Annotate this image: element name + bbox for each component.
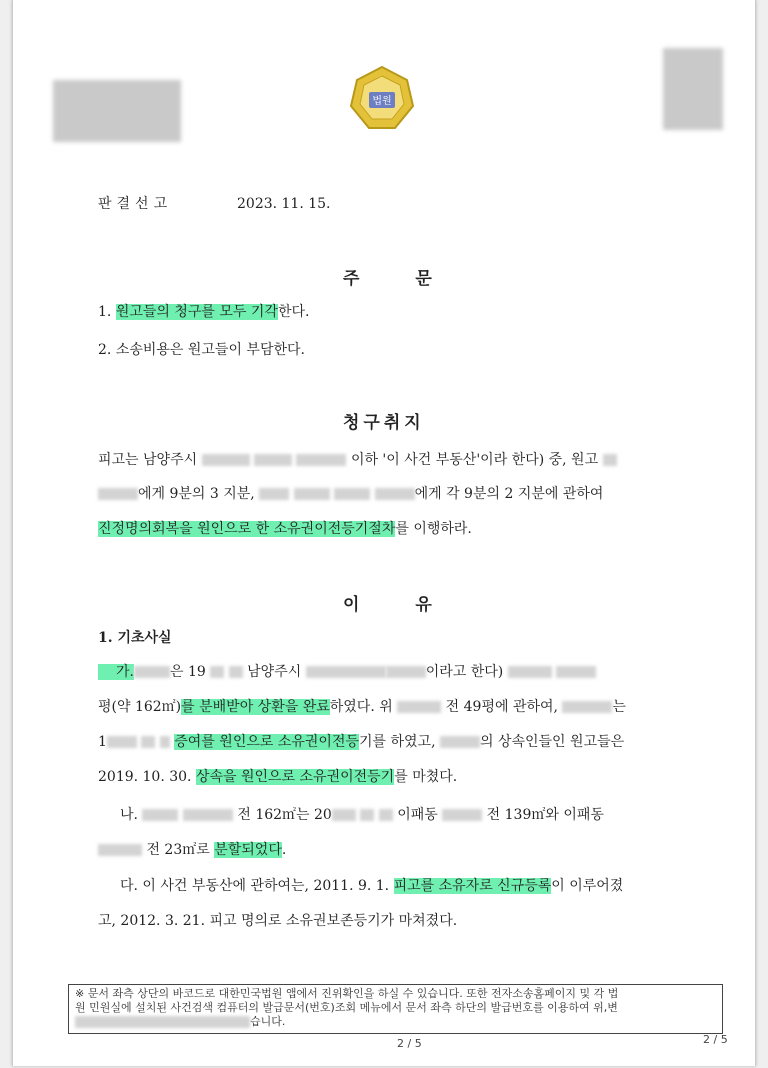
footer-line-2: 원 민원실에 설치된 사건검색 컴퓨터의 발급문서(번호)조회 메뉴에서 문서 좌측 하단의 발급번호를 이용하여 위,변	[75, 1001, 618, 1014]
ga-line-4: 2019. 10. 30. 상속을 원인으로 소유권이전등기를 마쳤다.	[98, 769, 458, 785]
verdict-label: 판결선고	[98, 196, 173, 212]
reason-title: 이 유	[343, 595, 434, 615]
page-number-center: 2 / 5	[397, 1037, 422, 1050]
ga-line-2: 평(약 162㎡)를 분배받아 상환을 완료하였다. 위 전 49평에 관하여, 는	[98, 699, 626, 715]
na-line-1: 나. 전 162㎡는 20 이패동 전 139㎡와 이패동	[120, 807, 604, 823]
claim-line-1: 피고는 남양주시 이하 '이 사건 부동산'이라 한다) 중, 원고	[98, 450, 617, 470]
claim-line-3: 진정명의회복을 원인으로 한 소유권이전등기절차를 이행하라.	[98, 521, 472, 537]
seal-text: 법원	[372, 96, 392, 107]
footer-line-3: 습니다.	[75, 1015, 716, 1029]
ga-line-3: 1 증여를 원인으로 소유권이전등기를 하였고, 의 상속인들인 원고들은	[98, 734, 625, 750]
document-page	[12, 0, 756, 1066]
order-item-1: 1. 원고들의 청구를 모두 기각한다.	[98, 304, 310, 320]
ga-line-1: 가. 은 19 남양주시 이라고 한다)	[98, 662, 596, 682]
na-line-2: 전 23㎡로 분할되었다.	[98, 840, 286, 860]
page-number-right: 2 / 5	[703, 1033, 728, 1046]
da-line-2: 고, 2012. 3. 21. 피고 명의로 소유권보존등기가 마쳐졌다.	[98, 913, 458, 929]
verdict-date: 2023. 11. 15.	[237, 196, 331, 212]
footer-notice	[68, 984, 723, 1034]
order-title: 주 문	[343, 269, 434, 289]
redacted-barcode	[53, 80, 181, 142]
basic-facts-heading: 1. 기초사실	[98, 630, 172, 646]
redacted-qr-code	[663, 48, 723, 130]
order-item-2: 2. 소송비용은 원고들이 부담한다.	[98, 342, 305, 358]
court-seal-icon	[347, 64, 417, 134]
da-line-1: 다. 이 사건 부동산에 관하여는, 2011. 9. 1. 피고를 소유자로 신규등록이 이루어졌	[120, 878, 624, 894]
claim-line-2: 에게 9분의 3 지분, 에게 각 9분의 2 지분에 관하여	[98, 484, 603, 504]
claim-title: 청구취지	[343, 413, 425, 433]
footer-line-1: ※ 문서 좌측 상단의 바코드로 대한민국법원 앱에서 진위확인을 하실 수 있습니다. 또한 전자소송홈페이지 및 각 법	[75, 987, 619, 1000]
